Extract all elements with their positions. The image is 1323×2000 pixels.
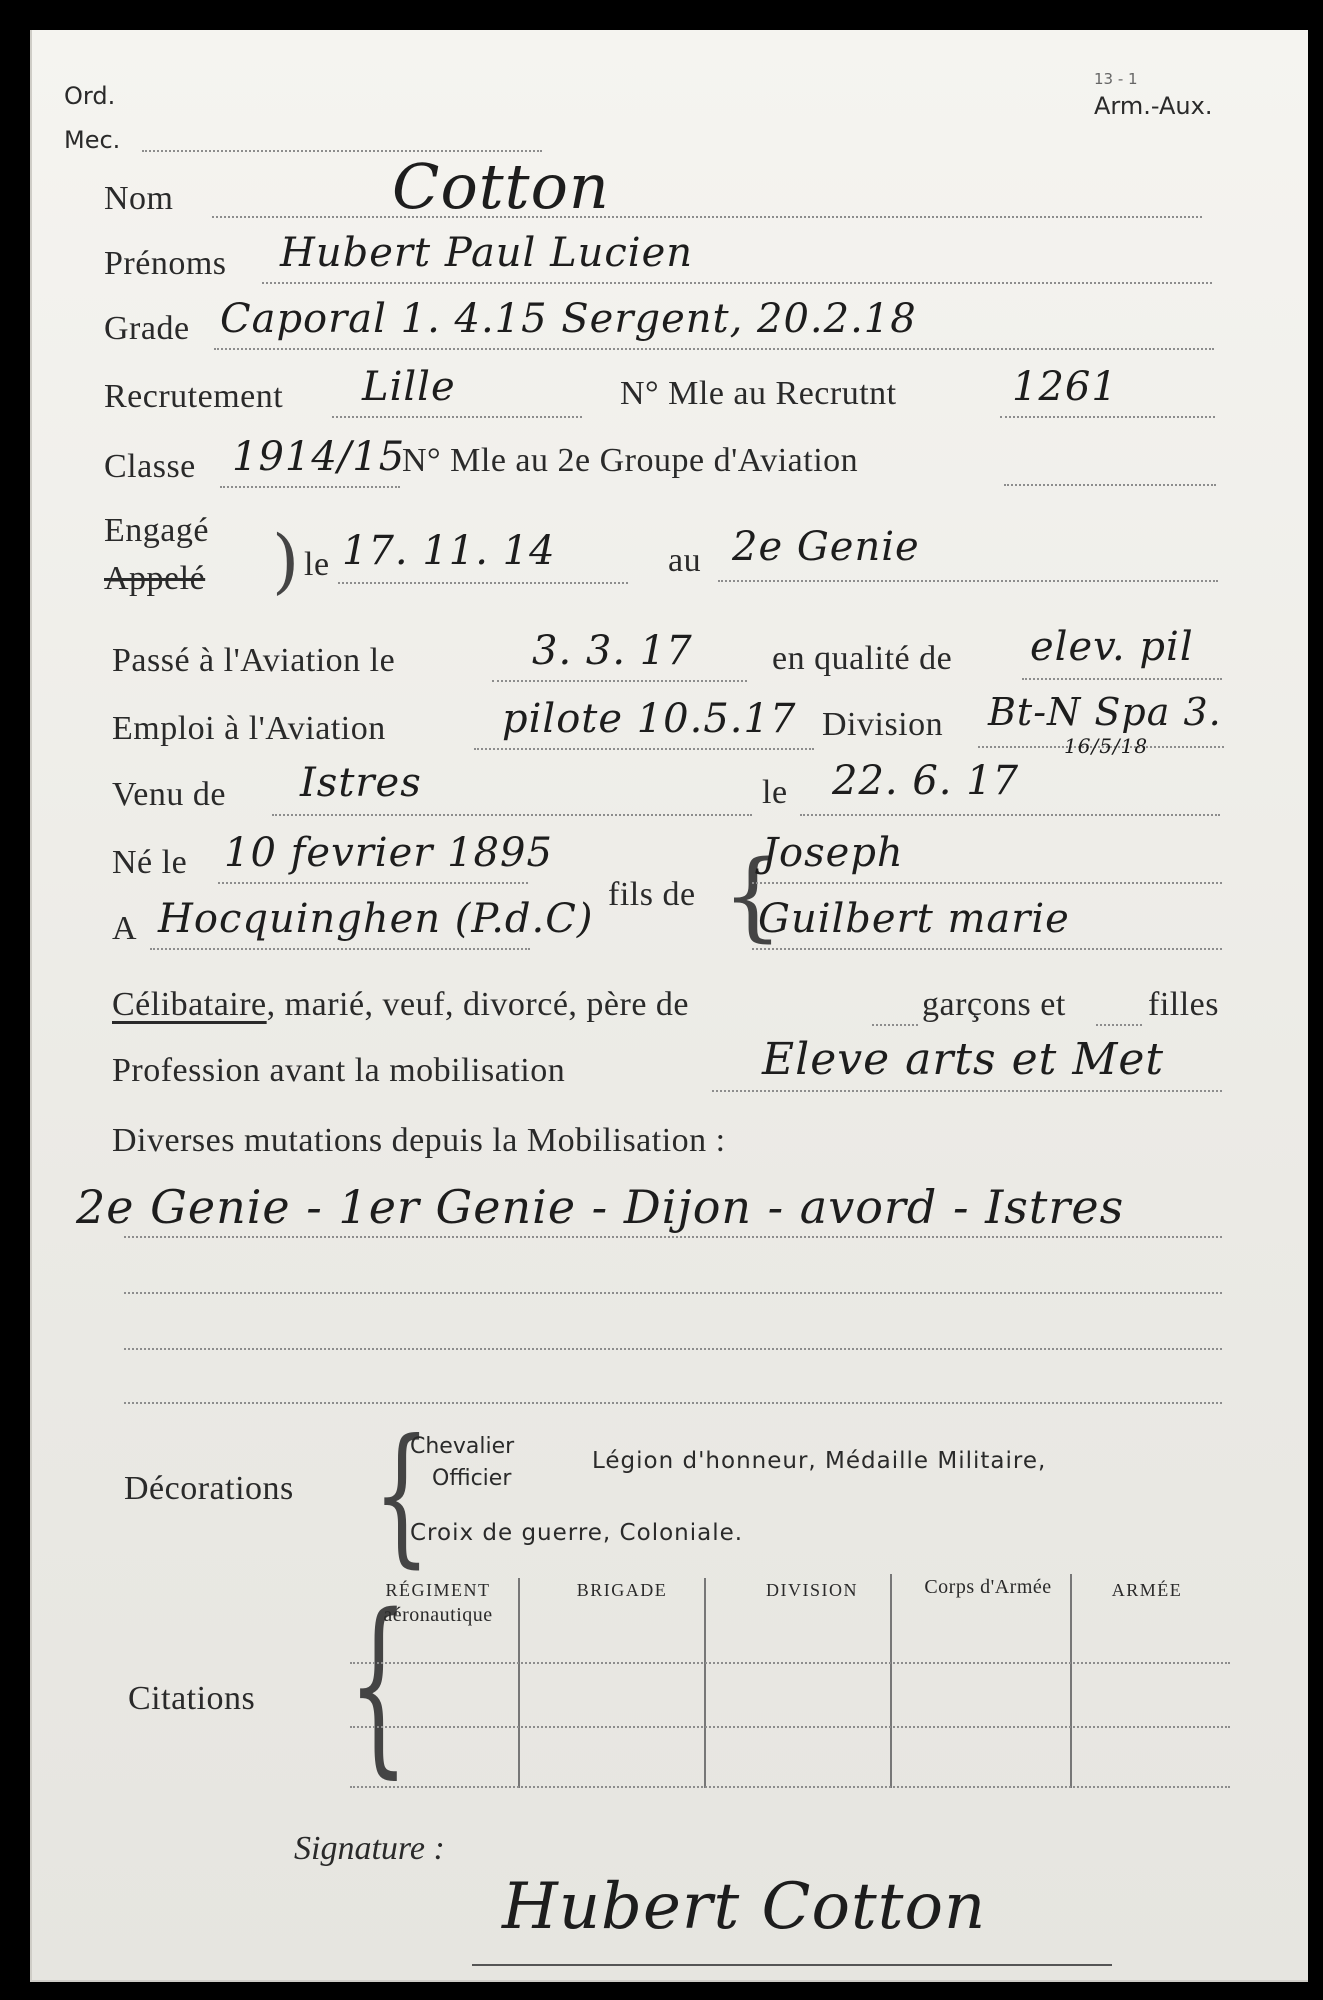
engage-unit-value: 2e Genie [732,524,920,570]
recrutement-line [332,416,582,418]
venu-le-value: 22. 6. 17 [832,758,1020,804]
appele-label: Appelé [104,560,206,597]
mec-label: Mec. [64,126,121,154]
engage-date-value: 17. 11. 14 [342,528,556,574]
mere-line [752,948,1222,950]
citations-row-line-3 [350,1786,1230,1788]
col-armee: ARMÉE [1111,1580,1183,1600]
pere-value: Joseph [762,830,904,876]
nom-label: Nom [104,180,174,217]
decorations-line-2: Croix de guerre, Coloniale. [410,1520,744,1546]
no-mle-recrut-line [1000,416,1215,418]
signature-value: Hubert Cotton [502,1870,987,1944]
filles-line [1096,1024,1142,1026]
emploi-label: Emploi à l'Aviation [112,710,386,747]
qualite-label: en qualité de [772,640,953,677]
passe-aviation-value: 3. 3. 17 [532,628,693,674]
no-mle-groupe-label: N° Mle au 2e Groupe d'Aviation [402,442,859,479]
fils-de-brace: { [722,840,784,952]
signature-label: Signature : [294,1830,445,1867]
venu-le-label: le [762,774,788,811]
emploi-line [474,748,814,750]
col-division: DIVISION [766,1580,858,1600]
nom-value: Cotton [392,150,610,223]
service-record-card [30,30,1308,1982]
mere-value: Guilbert marie [758,896,1070,942]
citations-row-line-1 [350,1662,1230,1664]
garcons-line [872,1024,918,1026]
venu-de-label: Venu de [112,776,226,813]
no-mle-groupe-line [1004,484,1216,486]
signature-line [472,1964,1112,1966]
venu-le-line [800,814,1220,816]
decorations-label: Décorations [124,1470,294,1507]
mutations-label: Diverses mutations depuis la Mobilisation : [112,1122,726,1159]
prenoms-line [262,282,1212,284]
ne-le-value: 10 fevrier 1895 [224,830,553,876]
mutations-line-2 [124,1292,1222,1294]
profession-value: Eleve arts et Met [762,1034,1165,1085]
grade-value: Caporal 1. 4.15 Sergent, 20.2.18 [220,296,917,342]
garcons-label: garçons et [922,986,1066,1023]
arm-aux-label: Arm.-Aux. [1094,92,1213,120]
engage-unit-label: au [668,542,702,579]
division-value: Bt-N Spa 3. [988,690,1222,734]
engage-date-line [338,582,628,584]
ne-le-line [218,882,528,884]
mutations-line-3 [124,1348,1222,1350]
prenoms-value: Hubert Paul Lucien [280,230,694,276]
a-lieu-label: A [112,910,138,947]
mutations-line-1 [124,1236,1222,1238]
pere-line [752,882,1222,884]
engage-date-label: le [304,546,330,583]
classe-line [220,486,400,488]
ord-label: Ord. [64,82,116,110]
qualite-line [1022,678,1222,680]
citations-row-line-2 [350,1726,1230,1728]
col-brigade: BRIGADE [576,1580,668,1600]
col-regiment: RÉGIMENT [385,1580,491,1600]
officier-label: Officier [432,1466,512,1491]
emploi-value: pilote 10.5.17 [502,696,797,742]
venu-de-value: Istres [300,760,422,806]
division-note: 16/5/18 [1064,734,1149,758]
col-divider-2 [704,1578,706,1788]
col-divider-4 [1070,1574,1072,1788]
ne-le-label: Né le [112,844,188,881]
profession-label: Profession avant la mobilisation [112,1052,566,1089]
recrutement-value: Lille [362,364,456,410]
nom-line [212,216,1202,218]
passe-aviation-label: Passé à l'Aviation le [112,642,396,679]
col-aeronautique: aéronautique [383,1604,493,1626]
etat-civil-row [112,986,689,1024]
engage-unit-line [718,580,1218,582]
venu-de-line [272,814,752,816]
no-mle-recrut-label: N° Mle au Recrutnt [620,375,897,412]
etat-civil-options: , marié, veuf, divorcé, père de [266,986,690,1023]
col-divider-3 [890,1574,892,1788]
no-mle-recrut-value: 1261 [1012,364,1118,410]
engage-label: Engagé [104,512,209,549]
mutations-value: 2e Genie - 1er Genie - Dijon - avord - Istres [76,1180,1125,1234]
celibataire-label: Célibataire [112,986,267,1023]
engage-brace: ) [272,520,300,602]
division-label: Division [822,706,944,743]
a-lieu-value: Hocquinghen (P.d.C) [158,896,594,942]
citations-label: Citations [128,1680,256,1717]
decorations-brace: { [373,1408,431,1582]
fils-de-label: fils de [608,876,696,913]
filles-label: filles [1148,986,1219,1023]
corner-note: 13 - 1 [1094,70,1138,88]
qualite-value: elev. pil [1030,624,1194,670]
grade-line [214,348,1214,350]
grade-label: Grade [104,310,190,347]
classe-value: 1914/15 [232,434,406,480]
mutations-line-4 [124,1402,1222,1404]
decorations-line-1: Légion d'honneur, Médaille Militaire, [592,1448,1047,1474]
profession-line [712,1090,1222,1092]
col-divider-1 [518,1578,520,1788]
recrutement-label: Recrutement [104,378,284,415]
prenoms-label: Prénoms [104,245,227,282]
a-lieu-line [150,948,530,950]
citations-brace: { [348,1574,409,1795]
classe-label: Classe [104,448,196,485]
col-corps-armee: Corps d'Armée [924,1576,1052,1598]
passe-aviation-line [492,680,747,682]
chevalier-label: Chevalier [410,1434,515,1459]
